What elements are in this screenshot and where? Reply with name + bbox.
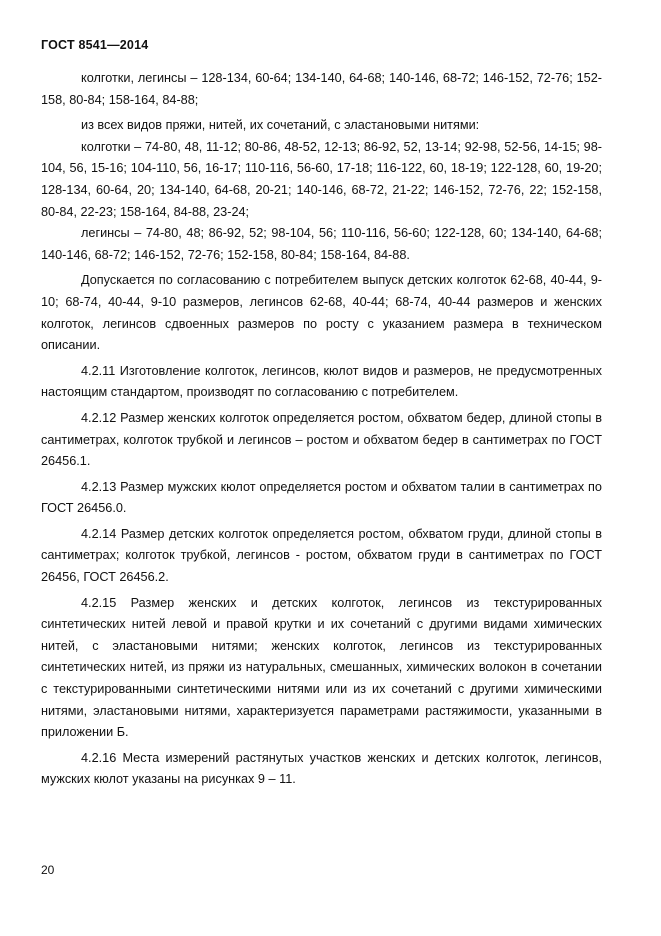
paragraph-4-2-16: 4.2.16 Места измерений растянутых участков женских и детских колготок, легинсов, мужских кюлот указаны на рисунках 9 – 11.: [41, 750, 602, 787]
document-header: ГОСТ 8541—2014: [41, 38, 149, 52]
paragraph-size-list-tights-leggings: колготки, легинсы – 128-134, 60-64; 134-140, 64-68; 140-146, 68-72; 146-152, 72-76; 152-158, 80-84; 158-164, 84-88;: [41, 71, 602, 107]
document-body: [41, 68, 602, 795]
paragraph-4-2-12: 4.2.12 Размер женских колготок определяется ростом, обхватом бедер, длиной стопы в сантиметрах, колготок трубкой и легинсов – ростом и обхватом бедер в сантиметрах по ГОСТ 26456.1.: [41, 410, 602, 469]
paragraph-allowed-sizes: Допускается по согласованию с потребителем выпуск детских колготок 62-68, 40-44, 9-10; 68-74, 40-44, 9-10 размеров, легинсов 62-68, 40-44; 68-74, 40-44 размеров и женских колготок, легинсов сдвоенных размеров по росту с указанием размера в техническом описании.: [41, 273, 602, 353]
paragraph-4-2-15: 4.2.15 Размер женских и детских колготок, легинсов из текстурированных синтетических нитей левой и правой крутки и их сочетаний с другими видами химических нитей, с эластановыми нитями; женских колготок, легинсов из текстурированных синтетических нитей, из пряжи из натуральных, смешанных, химических волокон в сочетании с текстурированными синтетическими нитями или из их сочетаний с другими химическими нитями, эластановыми нитями, характеризуется параметрами растяжимости, указанными в приложении Б.: [41, 595, 602, 740]
paragraph-tights-sizes: колготки – 74-80, 48, 11-12; 80-86, 48-52, 12-13; 86-92, 52, 13-14; 92-98, 52-56, 14-15; 98-104, 56, 15-16; 104-110, 56, 16-17; 110-116, 56-60, 17-18; 116-122, 60, 18-19; 122-128, 60, 19-20; 128-134, 60-64, 20; 134-140, 64-68, 20-21; 140-146, 68-72, 21-22; 146-152, 72-76, 22; 152-158, 80-84, 22-23; 158-164, 84-88, 23-24;: [41, 139, 602, 219]
paragraph-4-2-11: 4.2.11 Изготовление колготок, легинсов, кюлот видов и размеров, не предусмотренных настоящим стандартом, производят по согласованию с потребителем.: [41, 363, 602, 400]
paragraph-4-2-14: 4.2.14 Размер детских колготок определяется ростом, обхватом груди, длиной стопы в сантиметрах; колготок трубкой, легинсов - ростом, обхватом груди в сантиметрах по ГОСТ 26456, ГОСТ 26456.2.: [41, 526, 602, 585]
page-number: 20: [41, 863, 55, 877]
paragraph-leggings-sizes: легинсы – 74-80, 48; 86-92, 52; 98-104, 56; 110-116, 56-60; 122-128, 60; 134-140, 64-68; 140-146, 68-72; 146-152, 72-76; 152-158, 80-84; 158-164, 84-88.: [41, 226, 602, 262]
paragraph-4-2-13: 4.2.13 Размер мужских кюлот определяется ростом и обхватом талии в сантиметрах по ГОСТ 26456.0.: [41, 479, 602, 516]
paragraph-elastane-heading: из всех видов пряжи, нитей, их сочетаний, с эластановыми нитями:: [81, 118, 480, 133]
